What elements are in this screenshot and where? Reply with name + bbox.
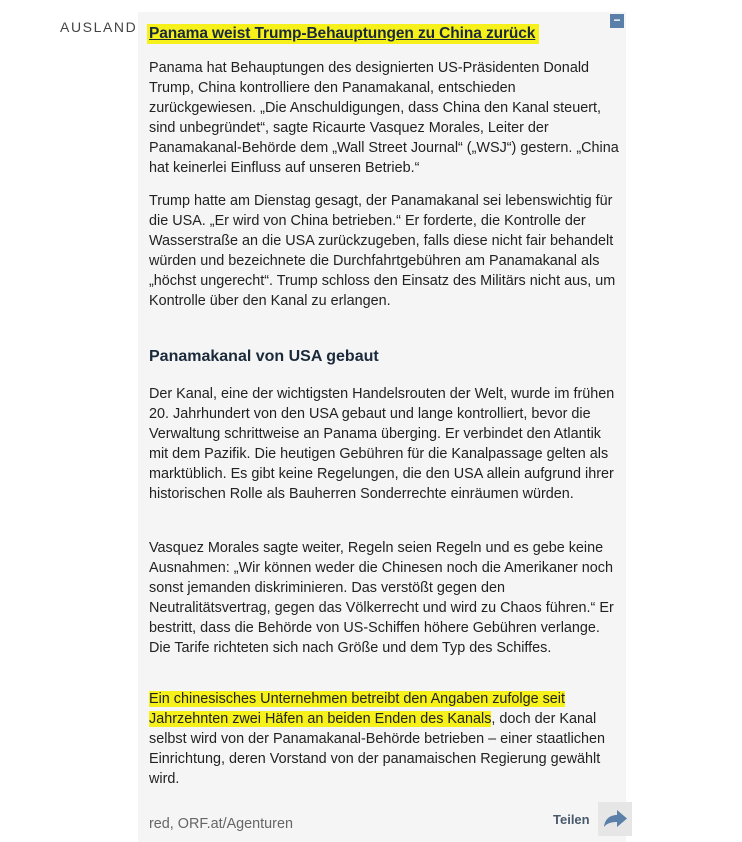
paragraph-text: , doch der Kanal selbst wird von der Panamakanal-Behörde betrieben – einer staatlichen Einrichtung, deren Vorstand von der panamaischen Regierung gewählt wird. xyxy=(149,711,605,787)
share-label: Teilen xyxy=(553,811,590,827)
article-headline[interactable] xyxy=(149,23,539,44)
share-arrow-icon xyxy=(598,802,632,836)
highlighted-text: Ein chinesisches Unternehmen betreibt den Angaben zufolge seit Jahrzehnten zwei Häfen an beiden Enden des Kanals xyxy=(149,691,565,727)
article-source: red, ORF.at/Agenturen xyxy=(149,816,293,832)
article-paragraph: Der Kanal, eine der wichtigsten Handelsrouten der Welt, wurde im frühen 20. Jahrhundert von den USA gebaut und lange kontrolliert, bevor die Verwaltung schrittweise an Panama überging. Er verbindet den Atlantik mit dem Pazifik. Die heutigen Gebühren für die Kanalpassage gelten als marktüblich. Es gibt keine Regelungen, die den USA allein aufgrund ihrer historischen Rolle als Bauherren Sonderrechte einräumen würden. xyxy=(149,386,615,502)
article-paragraph: Panama hat Behauptungen des designierten US-Präsidenten Donald Trump, China kontrolliere den Panamakanal, entschieden zurückgewiesen. „Die Anschuldigungen, dass China den Kanal steuert, sind unbegründet“, sagte Ricaurte Vasquez Morales, Leiter der Panamakanal-Behörde dem „Wall Street Journal“ („WSJ“) gestern. „China hat keinerlei Einfluss auf unseren Betrieb.“ xyxy=(149,60,619,176)
share-button[interactable] xyxy=(553,802,632,836)
article-subheading: Panamakanal von USA gebaut xyxy=(149,348,379,365)
collapse-button[interactable] xyxy=(610,14,624,28)
article-paragraph: Vasquez Morales sagte weiter, Regeln seien Regeln und es gebe keine Ausnahmen: „Wir können weder die Chinesen noch die Amerikaner noch sonst jemanden diskriminieren. Das verstößt gegen den Neutralitätsvertrag, gegen das Völkerrecht und wird zu Chaos führen.“ Er bestritt, dass die Behörde von US-Schiffen höhere Gebühren verlange. Die Tarife richteten sich nach Größe und dem Typ des Schiffes. xyxy=(149,540,614,656)
article-paragraph: Trump hatte am Dienstag gesagt, der Panamakanal sei lebenswichtig für die USA. „Er wird von China betrieben.“ Er forderte, die Kontrolle der Wasserstraße an die USA zurückzugeben, falls diese nicht fair behandelt würden und bezeichnete die Durchfahrtgebühren am Panamakanal als „höchst ungerecht“. Trump schloss den Einsatz des Militärs nicht aus, um Kontrolle über den Kanal zu erlangen. xyxy=(149,193,616,309)
article-paragraph xyxy=(149,689,619,789)
headline-text: Panama weist Trump-Behauptungen zu China zurück xyxy=(147,24,539,44)
article-card xyxy=(138,12,626,842)
section-label: AUSLAND xyxy=(60,19,138,35)
minus-icon: − xyxy=(613,13,621,27)
